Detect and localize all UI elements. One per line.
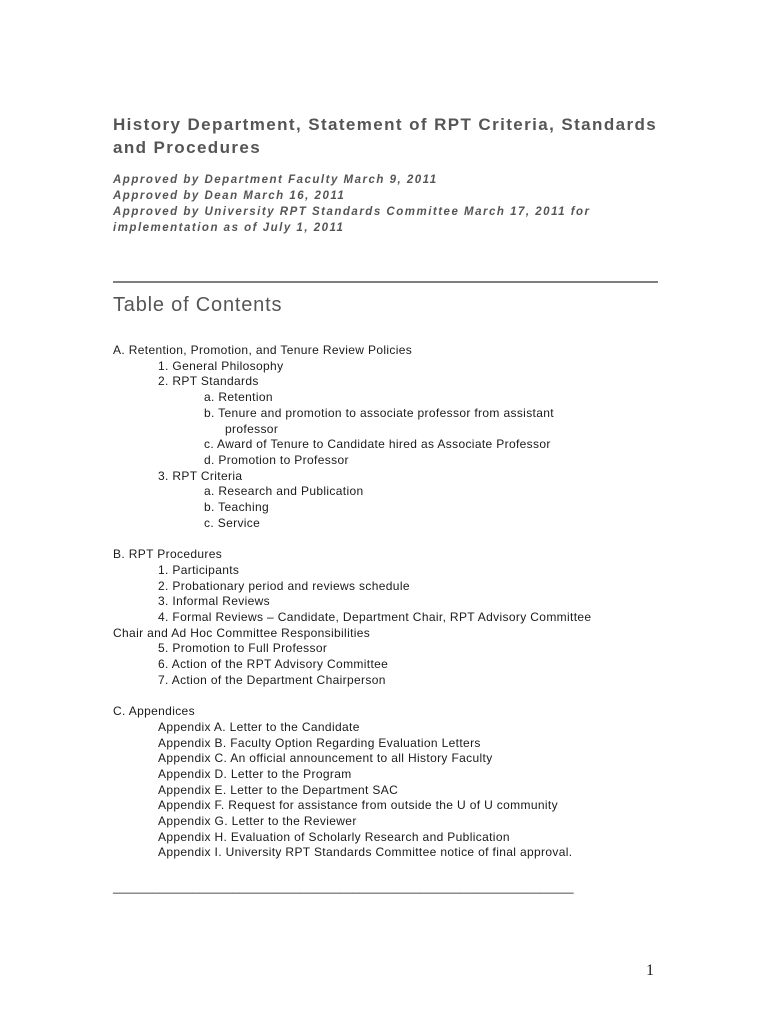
toc-item[interactable]: 1. Participants (158, 562, 240, 577)
table-of-contents (113, 343, 673, 861)
horizontal-rule (113, 281, 658, 283)
toc-item[interactable]: 3. RPT Criteria (158, 468, 243, 483)
approval-line: Approved by University RPT Standards Committee March 17, 2011 for (113, 206, 591, 218)
toc-heading: Table of Contents (113, 294, 283, 316)
toc-appendix-item[interactable]: Appendix E. Letter to the Department SAC (158, 782, 399, 797)
document-title: History Department, Statement of RPT Criteria, Standards and Procedures (113, 115, 658, 157)
toc-item[interactable]: 3. Informal Reviews (158, 594, 271, 609)
toc-appendix-item[interactable]: Appendix I. University RPT Standards Committee notice of final approval. (158, 845, 573, 860)
spacer (113, 688, 673, 704)
toc-item[interactable]: 2. Probationary period and reviews schedule (158, 578, 410, 593)
toc-subitem[interactable]: b. Teaching (204, 500, 270, 515)
approval-line: implementation as of July 1, 2011 (113, 222, 345, 234)
toc-item-continued[interactable]: Chair and Ad Hoc Committee Responsibilities (113, 625, 371, 640)
toc-subitem[interactable]: d. Promotion to Professor (204, 452, 349, 467)
toc-subitem[interactable]: a. Research and Publication (204, 484, 364, 499)
approval-line: Approved by Dean March 16, 2011 (113, 190, 346, 202)
toc-item[interactable]: 2. RPT Standards (158, 374, 259, 389)
page-number: 1 (646, 962, 654, 979)
toc-subitem-continued[interactable]: professor (225, 421, 279, 436)
toc-appendix-item[interactable]: Appendix C. An official announcement to all History Faculty (158, 751, 493, 766)
toc-section-c[interactable]: C. Appendices (113, 704, 195, 719)
toc-subitem[interactable]: c. Award of Tenure to Candidate hired as Associate Professor (204, 437, 551, 452)
toc-subitem[interactable]: b. Tenure and promotion to associate professor from assistant (204, 405, 554, 420)
spacer (113, 531, 673, 547)
toc-appendix-item[interactable]: Appendix D. Letter to the Program (158, 766, 352, 781)
approval-notes (113, 172, 673, 236)
toc-subitem[interactable]: c. Service (204, 515, 261, 530)
toc-appendix-item[interactable]: Appendix A. Letter to the Candidate (158, 719, 360, 734)
toc-item[interactable]: 7. Action of the Department Chairperson (158, 672, 386, 687)
toc-subitem[interactable]: a. Retention (204, 390, 273, 405)
toc-item[interactable]: 4. Formal Reviews – Candidate, Department Chair, RPT Advisory Committee (158, 609, 592, 624)
toc-item[interactable]: 6. Action of the RPT Advisory Committee (158, 657, 389, 672)
toc-appendix-item[interactable]: Appendix H. Evaluation of Scholarly Research and Publication (158, 829, 510, 844)
toc-appendix-item[interactable]: Appendix F. Request for assistance from outside the U of U community (158, 798, 558, 813)
toc-appendix-item[interactable]: Appendix B. Faculty Option Regarding Evaluation Letters (158, 735, 481, 750)
toc-item[interactable]: 5. Promotion to Full Professor (158, 641, 328, 656)
approval-line: Approved by Department Faculty March 9, 2011 (113, 174, 438, 186)
toc-section-a[interactable]: A. Retention, Promotion, and Tenure Review Policies (113, 343, 413, 357)
toc-appendix-item[interactable]: Appendix G. Letter to the Reviewer (158, 814, 357, 829)
toc-section-b[interactable]: B. RPT Procedures (113, 547, 223, 562)
toc-item[interactable]: 1. General Philosophy (158, 358, 284, 373)
footer-separator: _____________________________________________________________________ (113, 880, 574, 894)
